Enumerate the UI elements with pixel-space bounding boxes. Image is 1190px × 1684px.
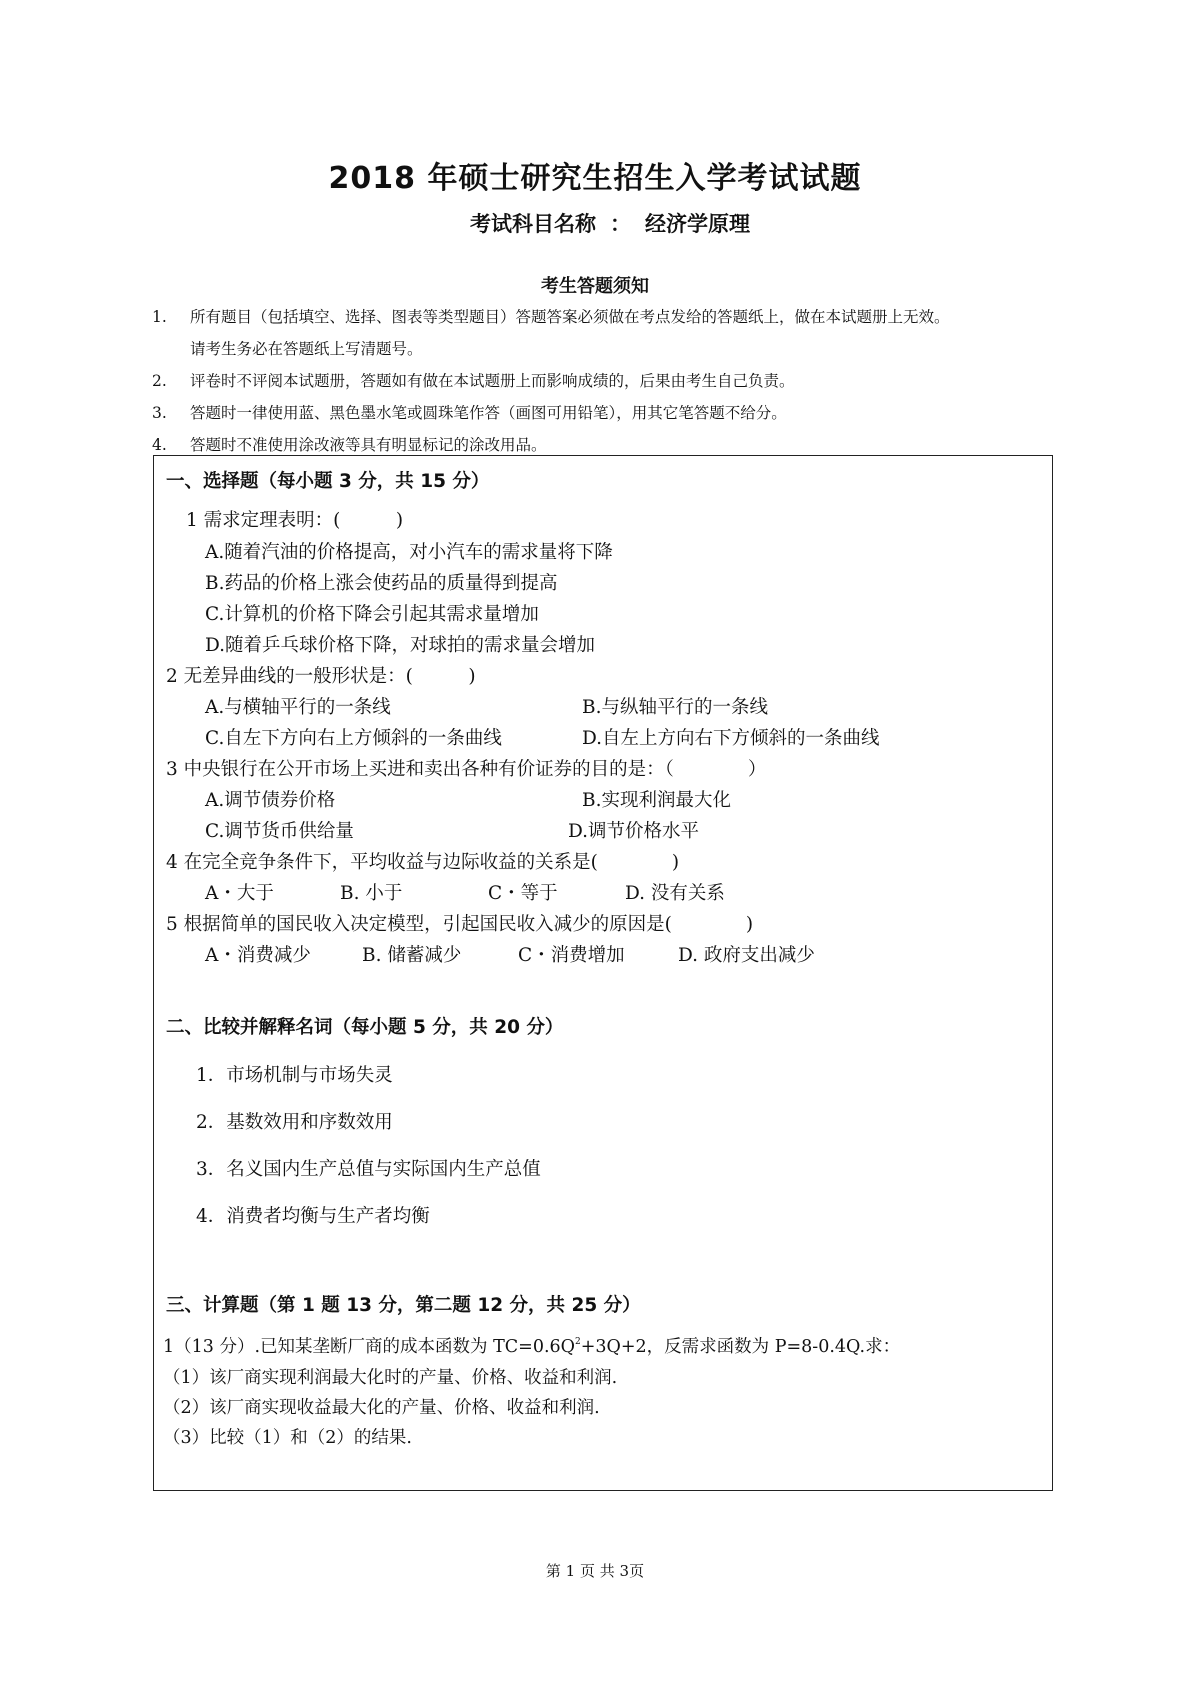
notice-item-1 bbox=[152, 305, 950, 327]
subject-label: 考试科目名称 bbox=[470, 212, 596, 236]
notice-text: 所有题目（包括填空、选择、图表等类型题目）答题答案必须做在考点发给的答题纸上，做在本试题册上无效。 bbox=[190, 308, 950, 326]
q2-option-a: A.与横轴平行的一条线 bbox=[205, 697, 391, 718]
section2-item-4: 4．消费者均衡与生产者均衡 bbox=[196, 1206, 430, 1227]
q4-stem: 4 在完全竞争条件下，平均收益与边际收益的关系是( ) bbox=[166, 852, 680, 873]
section3-q1-stem bbox=[163, 1333, 900, 1358]
q2-option-d: D.自左上方向右下方倾斜的一条曲线 bbox=[582, 728, 880, 749]
q5-option-d: D. 政府支出减少 bbox=[678, 945, 815, 966]
q2-option-c: C.自左下方向右上方倾斜的一条曲线 bbox=[205, 728, 502, 749]
notice-item-3 bbox=[152, 401, 787, 423]
notice-num: 4. bbox=[152, 436, 167, 454]
section3-part-3: （3）比较（1）和（2）的结果. bbox=[163, 1428, 412, 1448]
section2-item-2: 2．基数效用和序数效用 bbox=[196, 1112, 393, 1133]
q4-option-b: B. 小于 bbox=[340, 883, 403, 904]
section2-item-3: 3．名义国内生产总值与实际国内生产总值 bbox=[196, 1159, 541, 1180]
q1-option-d: D.随着乒乓球价格下降，对球拍的需求量会增加 bbox=[205, 635, 596, 656]
q2-option-b: B.与纵轴平行的一条线 bbox=[582, 697, 768, 718]
notice-text: 评卷时不评阅本试题册，答题如有做在本试题册上而影响成绩的，后果由考生自己负责。 bbox=[190, 372, 795, 390]
q3-stem: 3 中央银行在公开市场上买进和卖出各种有价证券的目的是：（ ） bbox=[166, 759, 767, 780]
q1-option-c: C.计算机的价格下降会引起其需求量增加 bbox=[205, 604, 539, 625]
q5-stem: 5 根据简单的国民收入决定模型，引起国民收入减少的原因是( ) bbox=[166, 914, 754, 935]
q4-option-a: A・大于 bbox=[205, 883, 274, 904]
q3-option-d: D.调节价格水平 bbox=[568, 821, 700, 842]
q4-option-c: C・等于 bbox=[488, 883, 558, 904]
q1-stem: 1 需求定理表明：( ) bbox=[186, 510, 404, 531]
q4-option-d: D. 没有关系 bbox=[625, 883, 725, 904]
notice-item-2 bbox=[152, 369, 795, 391]
section1-heading: 一、选择题（每小题 3 分，共 15 分） bbox=[166, 471, 490, 492]
notice-text: 答题时不准使用涂改液等具有明显标记的涂改用品。 bbox=[190, 436, 547, 454]
exam-subject bbox=[470, 208, 750, 238]
exam-title: 2018 年硕士研究生招生入学考试试题 bbox=[328, 161, 862, 196]
q5-option-a: A・消费减少 bbox=[205, 945, 311, 966]
q2-stem: 2 无差异曲线的一般形状是：( ) bbox=[166, 666, 476, 687]
notice-num: 1. bbox=[152, 308, 167, 326]
q1-stem-suffix: +3Q+2，反需求函数为 P=8-0.4Q.求： bbox=[580, 1337, 901, 1357]
subject-separator: ： bbox=[610, 212, 631, 236]
q1-stem-prefix: 1（13 分）.已知某垄断厂商的成本函数为 TC=0.6Q bbox=[163, 1337, 575, 1357]
notice-num: 3. bbox=[152, 404, 167, 422]
page-footer: 第 1 页 共 3页 bbox=[545, 1562, 645, 1580]
section3-heading: 三、计算题（第 1 题 13 分，第二题 12 分，共 25 分） bbox=[166, 1295, 641, 1316]
section2-heading: 二、比较并解释名词（每小题 5 分，共 20 分） bbox=[166, 1017, 564, 1038]
notice-num: 2. bbox=[152, 372, 167, 390]
section3-part-1: （1）该厂商实现利润最大化时的产量、价格、收益和利润. bbox=[163, 1368, 618, 1388]
notice-heading: 考生答题须知 bbox=[541, 276, 649, 297]
q3-option-c: C.调节货币供给量 bbox=[205, 821, 354, 842]
notice-text: 答题时一律使用蓝、黑色墨水笔或圆珠笔作答（画图可用铅笔），用其它笔答题不给分。 bbox=[190, 404, 787, 422]
q5-option-b: B. 储蓄减少 bbox=[362, 945, 462, 966]
notice-item-4 bbox=[152, 433, 547, 455]
subject-name: 经济学原理 bbox=[645, 212, 750, 236]
q5-option-c: C・消费增加 bbox=[518, 945, 625, 966]
q1-stem-exponent: 2 bbox=[575, 1337, 581, 1347]
q1-option-a: A.随着汽油的价格提高，对小汽车的需求量将下降 bbox=[205, 542, 613, 563]
section2-item-1: 1．市场机制与市场失灵 bbox=[196, 1065, 393, 1086]
q1-option-b: B.药品的价格上涨会使药品的质量得到提高 bbox=[205, 573, 558, 594]
notice-item-1-continuation: 请考生务必在答题纸上写清题号。 bbox=[190, 340, 423, 358]
section3-part-2: （2）该厂商实现收益最大化的产量、价格、收益和利润. bbox=[163, 1398, 600, 1418]
q3-option-a: A.调节债券价格 bbox=[205, 790, 336, 811]
q3-option-b: B.实现利润最大化 bbox=[582, 790, 731, 811]
